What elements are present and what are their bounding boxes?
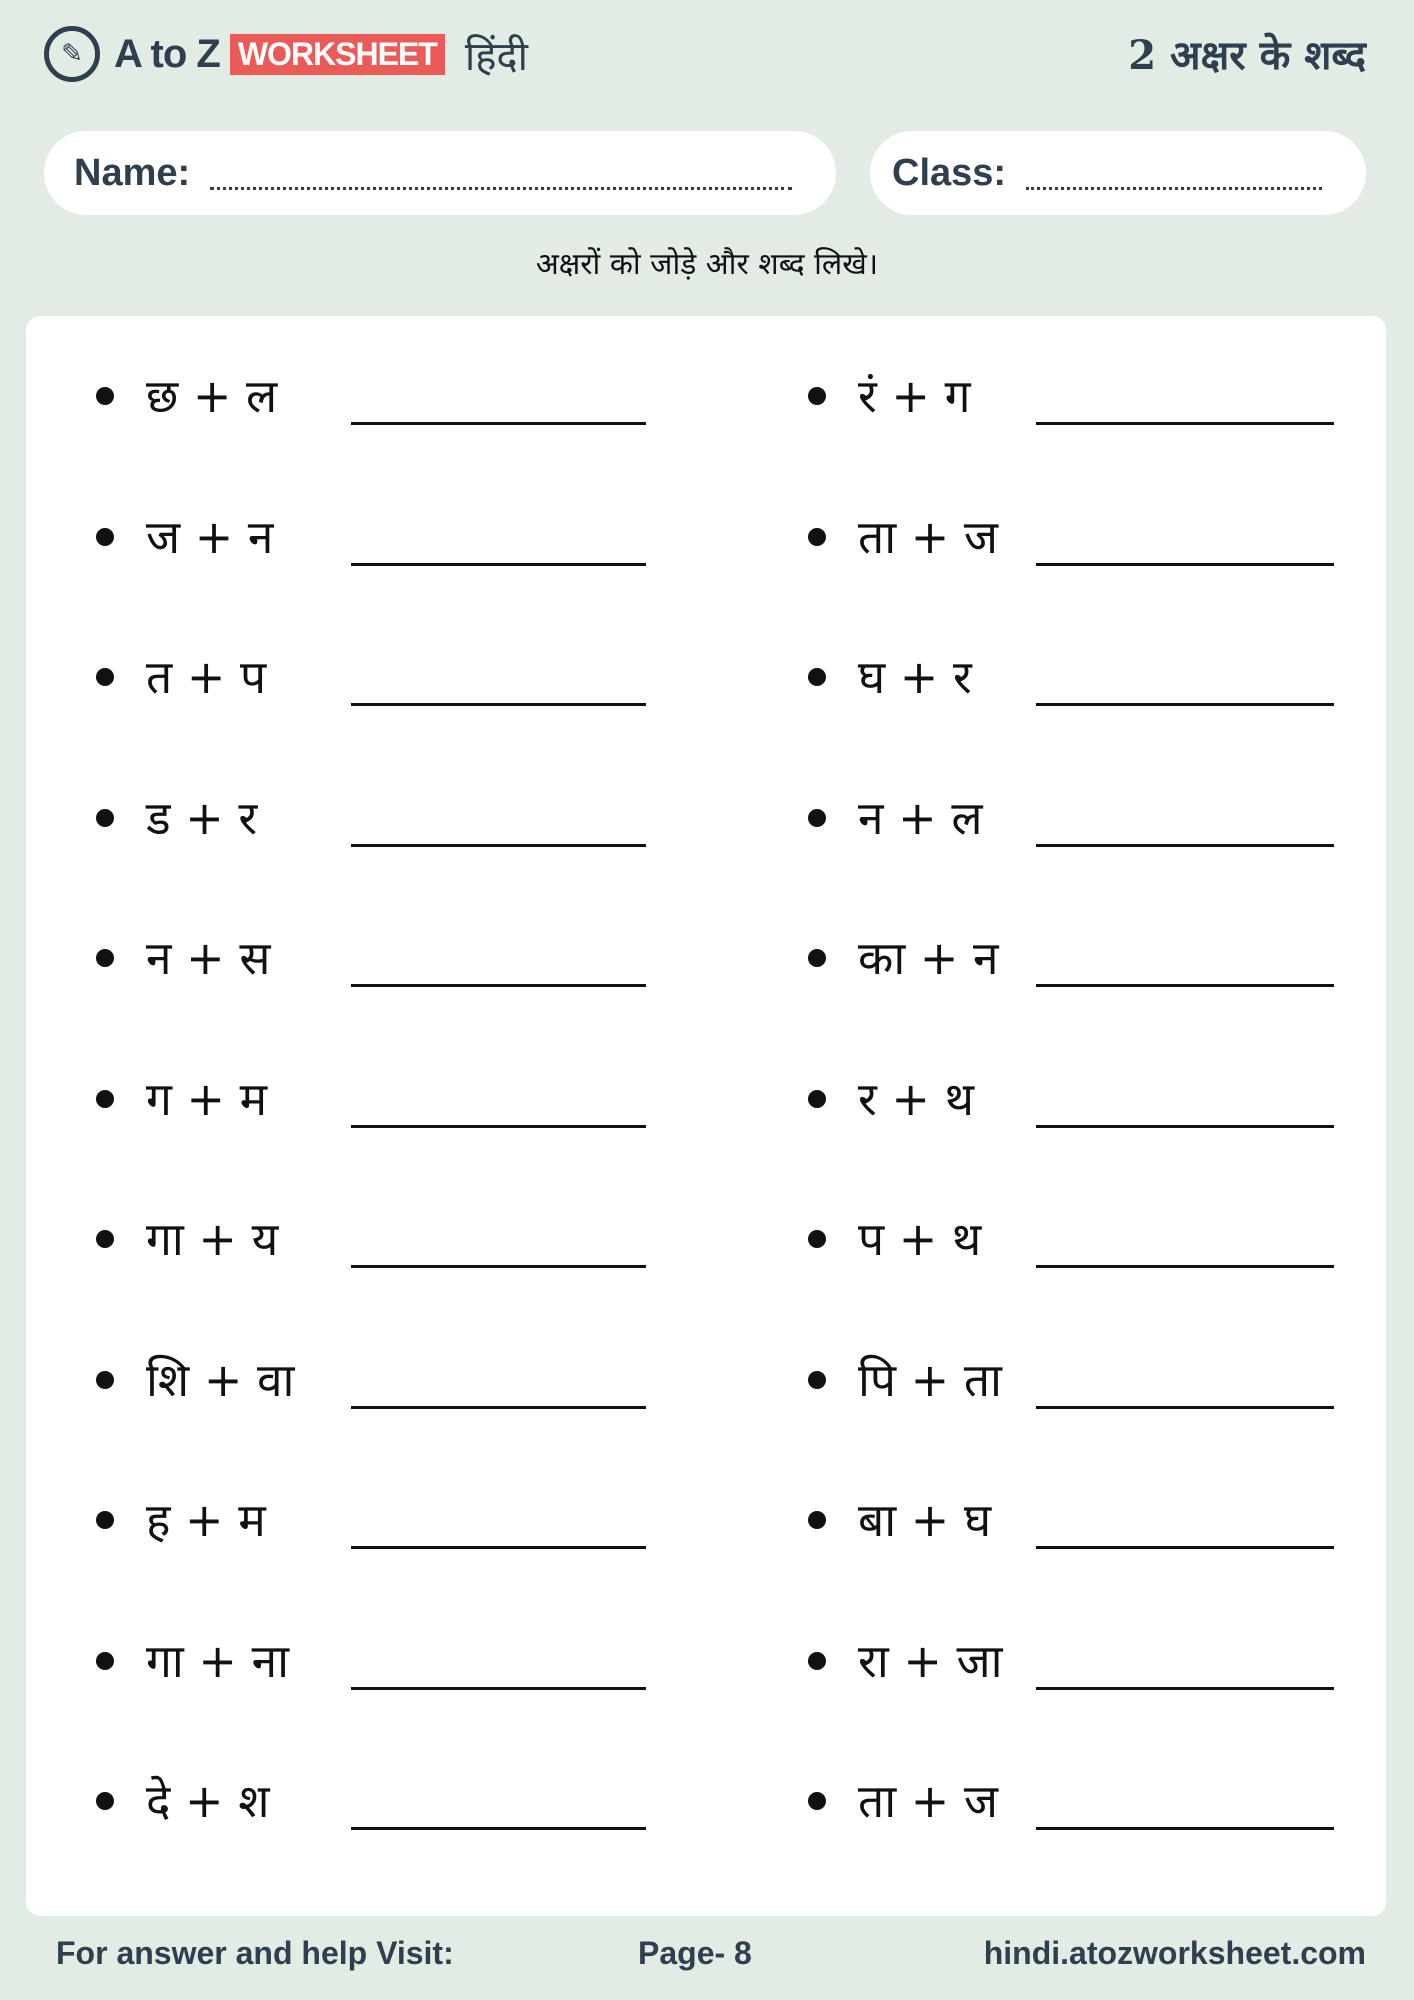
answer-blank[interactable] — [351, 1827, 646, 1830]
letter-combination: शि + वा — [146, 1352, 295, 1407]
exercise-item — [96, 1771, 696, 1831]
exercise-item — [96, 1631, 696, 1691]
instruction: अक्षरों को जोड़े और शब्द लिखे। — [535, 247, 879, 282]
exercise-item — [808, 1771, 1408, 1831]
answer-blank[interactable] — [1036, 422, 1334, 425]
letter-combination: दे + श — [146, 1774, 270, 1828]
footer — [0, 1935, 1414, 1985]
pen-icon: ✎ — [44, 26, 100, 82]
answer-blank[interactable] — [351, 1406, 646, 1409]
letter-combination: त + प — [146, 650, 267, 704]
header — [0, 0, 1414, 110]
bullet-icon — [808, 1230, 826, 1248]
letter-combination: का + न — [858, 931, 999, 985]
page-title: 2 अक्षर के शब्द — [1128, 32, 1366, 79]
bullet-icon — [808, 1792, 826, 1810]
exercise-item — [96, 1350, 696, 1410]
answer-blank[interactable] — [1036, 563, 1334, 566]
exercise-item — [96, 1209, 696, 1269]
letter-combination: न + स — [146, 931, 271, 985]
answer-blank[interactable] — [351, 1125, 646, 1128]
footer-website-link[interactable]: hindi.atozworksheet.com — [983, 1935, 1366, 1971]
bullet-icon — [96, 668, 114, 686]
class-dotted-line[interactable] — [1026, 157, 1322, 190]
logo-worksheet-badge: WORKSHEET — [230, 34, 445, 75]
answer-blank[interactable] — [1036, 984, 1334, 987]
answer-blank[interactable] — [351, 1546, 646, 1549]
answer-blank[interactable] — [351, 984, 646, 987]
exercise-item — [808, 1490, 1408, 1550]
letter-combination: ड + र — [146, 790, 258, 845]
bullet-icon — [96, 1511, 114, 1529]
letter-combination: बा + घ — [858, 1493, 992, 1547]
letter-combination: गा + ना — [146, 1633, 290, 1688]
answer-blank[interactable] — [351, 422, 646, 425]
letter-combination: ह + म — [146, 1493, 266, 1547]
exercise-item — [808, 1350, 1408, 1410]
exercise-item — [808, 1069, 1408, 1129]
letter-combination: ज + न — [146, 509, 274, 564]
bullet-icon — [96, 949, 114, 967]
answer-blank[interactable] — [351, 703, 646, 706]
page-number: Page- 8 — [638, 1935, 752, 1971]
letter-combination: पि + ता — [858, 1352, 1002, 1407]
bullet-icon — [96, 1792, 114, 1810]
answer-blank[interactable] — [351, 1687, 646, 1690]
exercise-item — [808, 1209, 1408, 1269]
bullet-icon — [96, 1371, 114, 1389]
name-field[interactable] — [44, 131, 836, 215]
name-dotted-line[interactable] — [210, 157, 792, 190]
class-label: Class: — [892, 151, 1007, 194]
bullet-icon — [808, 668, 826, 686]
exercise-item — [808, 788, 1408, 848]
exercise-item — [96, 788, 696, 848]
bullet-icon — [808, 949, 826, 967]
bullet-icon — [808, 528, 826, 546]
exercise-item — [96, 1069, 696, 1129]
bullet-icon — [96, 387, 114, 405]
letter-combination: रा + जा — [858, 1633, 1003, 1688]
bullet-icon — [808, 387, 826, 405]
logo-hindi-text: हिंदी — [464, 33, 529, 80]
answer-blank[interactable] — [1036, 1265, 1334, 1268]
bullet-icon — [96, 528, 114, 546]
answer-blank[interactable] — [1036, 844, 1334, 847]
letter-combination: ता + ज — [858, 1774, 999, 1828]
answer-blank[interactable] — [1036, 1546, 1334, 1549]
answer-blank[interactable] — [1036, 1687, 1334, 1690]
bullet-icon — [808, 1090, 826, 1108]
answer-blank[interactable] — [1036, 1406, 1334, 1409]
exercise-item — [808, 507, 1408, 567]
footer-help-text: For answer and help Visit: — [56, 1935, 454, 1971]
exercise-item — [808, 928, 1408, 988]
letter-combination: घ + र — [858, 650, 972, 704]
exercise-item — [96, 366, 696, 426]
exercise-item — [96, 1490, 696, 1550]
bullet-icon — [96, 1090, 114, 1108]
answer-blank[interactable] — [351, 1265, 646, 1268]
name-label: Name: — [74, 151, 191, 194]
answer-blank[interactable] — [351, 844, 646, 847]
letter-combination: प + थ — [858, 1212, 982, 1266]
exercise-card — [26, 316, 1386, 1916]
exercise-item — [96, 928, 696, 988]
exercise-item — [808, 366, 1408, 426]
answer-blank[interactable] — [1036, 1827, 1334, 1830]
logo-atoz-text: A to Z — [114, 31, 220, 76]
logo — [44, 24, 528, 84]
answer-blank[interactable] — [1036, 1125, 1334, 1128]
bullet-icon — [808, 809, 826, 827]
exercise-item — [808, 647, 1408, 707]
answer-blank[interactable] — [1036, 703, 1334, 706]
letter-combination: ग + म — [146, 1071, 268, 1126]
exercise-item — [808, 1631, 1408, 1691]
bullet-icon — [808, 1511, 826, 1529]
bullet-icon — [808, 1652, 826, 1670]
exercise-item — [96, 507, 696, 567]
letter-combination: न + ल — [858, 790, 983, 845]
bullet-icon — [96, 1230, 114, 1248]
bullet-icon — [808, 1371, 826, 1389]
exercise-item — [96, 647, 696, 707]
answer-blank[interactable] — [351, 563, 646, 566]
bullet-icon — [96, 1652, 114, 1670]
bullet-icon — [96, 809, 114, 827]
letter-combination: रं + ग — [858, 369, 971, 423]
letter-combination: र + थ — [858, 1071, 974, 1126]
letter-combination: गा + य — [146, 1212, 279, 1266]
class-field[interactable] — [870, 131, 1366, 215]
letter-combination: छ + ल — [146, 369, 278, 423]
letter-combination: ता + ज — [858, 509, 999, 564]
